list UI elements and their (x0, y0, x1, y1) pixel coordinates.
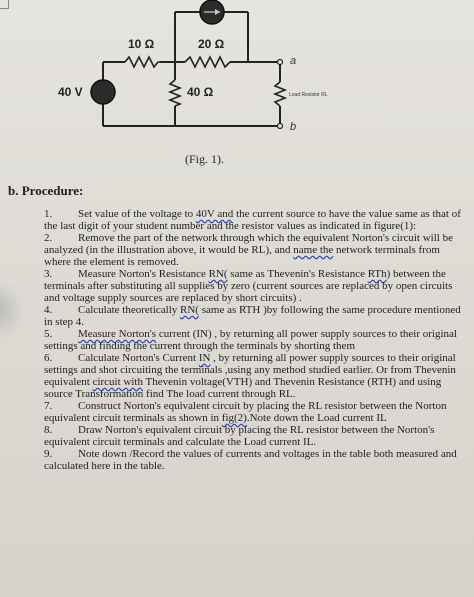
circuit-diagram (0, 0, 474, 150)
step-text: same as RTH )by following the same procedure mentioned in step 4. (44, 304, 461, 328)
resistor-40-ohm (170, 80, 180, 106)
procedure-step (44, 304, 462, 328)
step-number: 2. (44, 232, 53, 244)
procedure-step (44, 328, 462, 352)
step-number: 3. (44, 268, 53, 280)
step-text-underlined: circuit with (92, 376, 143, 388)
label-20-ohm: 20 Ω (198, 37, 225, 51)
label-40-volt: 40 V (58, 85, 83, 99)
procedure-step (44, 352, 462, 400)
label-terminal-a: a (290, 55, 297, 67)
terminal-b (278, 124, 283, 129)
label-load-resistor: Load Resistor RL (289, 92, 328, 98)
circuit-wires (103, 12, 280, 126)
step-text-underlined: Measure Norton's (78, 328, 157, 340)
step-text-underlined: fig(2) (221, 412, 247, 424)
step-text: Thevenin voltage(VTH) and Thevenin Resistance (RTH) and using source Transformation find The load current through RL. (44, 376, 442, 400)
step-text-underlined: name the (293, 244, 334, 256)
step-text: Construct Norton's equivalent circuit by placing the RL resistor between the Norton equivalent circuit terminals as shown in (44, 400, 447, 424)
step-text: current (IN) , by returning all power supply sources to their original settings and finding the current through the terminals by shorting them (44, 328, 457, 352)
step-number: 5. (44, 328, 53, 340)
step-text: same as Thevenin's Resistance (227, 268, 368, 280)
step-text: Calculate Norton's Current (78, 352, 199, 364)
procedure-step (44, 424, 462, 448)
step-text: Remove the part of the network through which the equivalent Norton's circuit will be analyzed (in the illustration above, it would be RL), and (44, 232, 453, 256)
paper-fold-shadow (0, 280, 24, 340)
step-text-underlined: 40V and (195, 208, 234, 220)
section-heading: b. Procedure: (8, 183, 84, 198)
figure-caption: (Fig. 1). (185, 152, 224, 166)
step-text: network terminals from where the element is removed. (44, 244, 440, 268)
step-number: 8. (44, 424, 53, 436)
procedure-steps (44, 208, 462, 472)
procedure-step (44, 400, 462, 424)
step-number: 4. (44, 304, 53, 316)
procedure-step (44, 208, 462, 232)
terminal-a (278, 60, 283, 65)
step-text: Set value of the voltage to (78, 208, 196, 220)
step-number: 1. (44, 208, 53, 220)
step-text: Calculate theoretically (78, 304, 181, 316)
label-10-ohm: 10 Ω (128, 37, 155, 51)
load-resistor (275, 82, 285, 106)
step-text: , by returning all power supply sources to their original settings and shot circuiting the terminals ,using any method studied earlier. Or from Thevenin equivalent (44, 352, 456, 388)
step-text: the current source to have the value same as that of the last digit of your student number and the resistor values as indicated in figure(1): (44, 208, 461, 232)
label-terminal-b: b (290, 121, 297, 133)
label-40-ohm: 40 Ω (187, 85, 214, 99)
procedure-step (44, 232, 462, 268)
svg-text:−: − (98, 94, 103, 101)
procedure-step (44, 448, 462, 472)
step-text: .Note down the Load current IL (246, 412, 387, 424)
resistor-10-ohm (125, 57, 160, 67)
svg-text:+: + (98, 85, 103, 92)
step-text-underlined: RN( (208, 268, 228, 280)
step-text: Note down /Record the values of currents and voltages in the table both measured and calculated here in the table. (44, 448, 457, 472)
step-text: Draw Norton's equivalent circuit by placing the RL resistor between the Norton's equivalent circuit terminals and calculate the Load current IL. (44, 424, 435, 448)
step-text-underlined: RN( (180, 304, 199, 316)
step-text-underlined: IN (198, 352, 211, 364)
step-number: 6. (44, 352, 53, 364)
step-number: 9. (44, 448, 53, 460)
procedure-step (44, 268, 462, 304)
step-text-underlined: RTh (367, 268, 387, 280)
step-text: Measure Norton's Resistance (78, 268, 209, 280)
resistor-20-ohm (185, 57, 230, 67)
voltage-source-icon (91, 80, 115, 104)
step-text: ) between the terminals after substituting all supplies by zero (current sources are replaced by open circuits and voltage supply sources are replaced by short circuits) . (44, 268, 453, 304)
step-number: 7. (44, 400, 53, 412)
